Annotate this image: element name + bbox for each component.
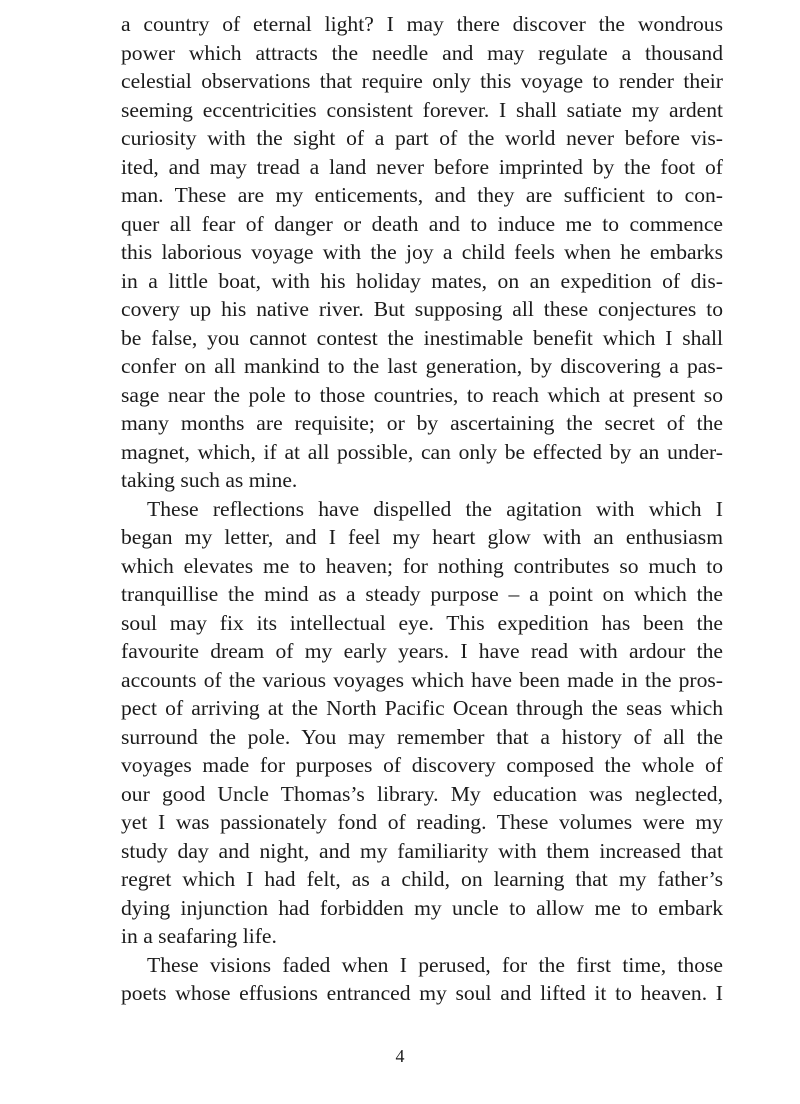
text-line: a country of eternal light? I may there discover the wondrous (121, 12, 723, 36)
text-line: be false, you cannot contest the inestimable benefit which I shall (121, 325, 723, 350)
text-line: confer on all mankind to the last generation, by discovering a pas- (121, 354, 723, 378)
text-line: study day and night, and my familiarity with them increased that (121, 838, 723, 863)
text-line: poets whose effusions entranced my soul and lifted it to heaven. I (121, 981, 723, 1005)
text-line: covery up his native river. But supposing all these conjectures to (121, 297, 723, 321)
text-line: sage near the pole to those countries, to reach which at present so (121, 382, 723, 407)
text-line: voyages made for purposes of discovery composed the whole of (121, 753, 723, 777)
paragraph-end-line: in a seafaring life. (121, 924, 277, 948)
text-line: curiosity with the sight of a part of the world never before vis- (121, 126, 723, 150)
text-line: ited, and may tread a land never before imprinted by the foot of (121, 154, 723, 179)
text-line: celestial observations that require only this voyage to render their (121, 69, 723, 93)
text-line: in a little boat, with his holiday mates, on an expedition of dis- (121, 268, 723, 293)
text-line: which elevates me to heaven; for nothing contributes so much to (121, 553, 723, 578)
text-line: pect of arriving at the North Pacific Ocean through the seas which (121, 696, 723, 720)
text-line: regret which I had felt, as a child, on learning that my father’s (121, 867, 723, 891)
paragraph-end-line: taking such as mine. (121, 468, 298, 492)
text-line: favourite dream of my early years. I have read with ardour the (121, 639, 723, 663)
text-line: yet I was passionately fond of reading. These volumes were my (121, 810, 723, 834)
body-text (121, 10, 723, 1008)
text-line: dying injunction had forbidden my uncle to allow me to embark (121, 895, 723, 920)
text-line: magnet, which, if at all possible, can only be effected by an under- (121, 439, 723, 464)
text-line: quer all fear of danger or death and to induce me to commence (121, 211, 723, 236)
text-line: surround the pole. You may remember that a history of all the (121, 724, 723, 749)
text-line: seeming eccentricities consistent forever. I shall satiate my ardent (121, 97, 723, 122)
text-line: tranquillise the mind as a steady purpose – a point on which the (121, 582, 723, 606)
text-line: began my letter, and I feel my heart glow with an enthusiasm (121, 525, 723, 549)
text-line: power which attracts the needle and may regulate a thousand (121, 40, 723, 65)
text-line: man. These are my enticements, and they are sufficient to con- (121, 183, 723, 207)
text-line: many months are requisite; or by ascertaining the secret of the (121, 411, 723, 435)
page-number: 4 (395, 1046, 405, 1066)
paragraph-start-line: These visions faded when I perused, for the first time, those (147, 952, 723, 977)
text-line: this laborious voyage with the joy a child feels when he embarks (121, 240, 723, 264)
paragraph-start-line: These reflections have dispelled the agitation with which I (147, 496, 723, 521)
text-line: our good Uncle Thomas’s library. My education was neglected, (121, 781, 723, 806)
text-line: accounts of the various voyages which have been made in the pros- (121, 667, 723, 692)
text-line: soul may fix its intellectual eye. This expedition has been the (121, 610, 723, 635)
